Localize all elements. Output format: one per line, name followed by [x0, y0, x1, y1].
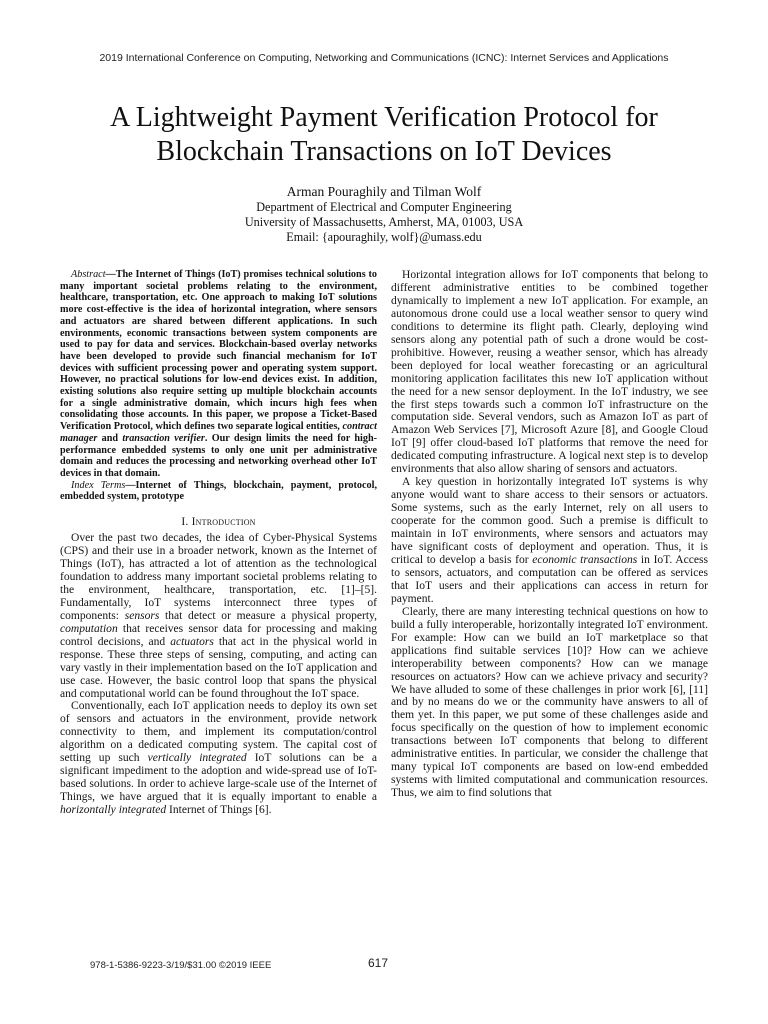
term-computation: computation — [60, 622, 118, 635]
author-names: Arman Pouraghily and Tilman Wolf — [286, 184, 482, 199]
intro-p1-text-b: that detect or measure a physical property, — [159, 609, 377, 622]
section-heading-introduction — [60, 515, 377, 528]
abstract-and: and — [97, 432, 123, 444]
author-block — [60, 183, 708, 246]
left-column — [60, 269, 377, 817]
intro-p2-text-b: IoT solutions can be a significant impediment to the adoption and wide-spread use of IoT-based solutions. In order to achieve large-scale use of the Internet of Things, we have argued that it is equally important to enable a — [60, 752, 377, 804]
author-department: Department of Electrical and Computer Engineering — [256, 200, 512, 214]
author-email: Email: {apouraghily, wolf}@umass.edu — [286, 230, 482, 245]
section-number: I. — [181, 515, 192, 529]
intro-paragraph-5: Clearly, there are many interesting technical questions on how to build a fully interoperable, horizontally integrated IoT environment. For example: How can we build an IoT marketplace so that applications find suitable services [10]? How can we achieve interoperability between components? How can we manage resources on actuators? How can we achieve privacy and security? We have alluded to some of these challenges in prior work [6], [11] and by no means do we or the community have answers to all of them yet. In this paper, we put some of these challenges aside and focus specifically on the question of how to implement economic transactions between IoT components that belong to different administrative entities. In particular, we consider the challenge that many typical IoT components are based on low-end embedded systems with limited computational and communication resources. Thus, we aim to find solutions that — [391, 605, 708, 800]
term-sensors: sensors — [124, 609, 160, 622]
title-line-1: A Lightweight Payment Verification Protocol for — [110, 102, 658, 133]
intro-p1-text-c: that receives sensor data for processing and making control decisions, and — [60, 622, 377, 648]
intro-p1-text-a: Over the past two decades, the idea of Cyber-Physical Systems (CPS) and their use in a broader network, known as the Internet of Things (IoT), has attracted a lot of attention as the technological foundation to address many important societal problems relating to the environment, healthcare, transportation, etc. [1]–[5]. Fundamentally, IoT systems interconnect three types of components: — [60, 532, 377, 622]
abstract-text-1: —The Internet of Things (IoT) promises technical solutions to many important societal problems relating to the environment, healthcare, transportation, etc. One approach to making IoT solutions more cost-effective is the idea of horizontal integration, where sensors and actuators are shared between different applications. In such environments, economic transactions between system components are used to pay for data and services. Blockchain-based overlay networks have been developed to provide such financial mechanism for IoT devices with sufficient processing power and operating system support. However, no practical solutions for low-end devices exist. In addition, existing solutions also require setting up multiple blockchain accounts for a single administrative domain, which incurs high fees when consolidating those accounts. In this paper, we propose a Ticket-Based Verification Protocol, which defines two separate logical entities, — [60, 269, 377, 433]
intro-paragraph-3: Horizontal integration allows for IoT components that belong to different administrative entities to be combined together dynamically to implement a new IoT application. For example, an autonomous drone could use a local weather sensor to query wind conditions to determine its flight path. Clearly, deploying wind sensors along any potential path of such a drone would be cost-prohibitive. However, reusing a weather sensor, which has already been deployed for local weather forecasting or an agricultural monitoring application facilitates this new IoT application without the need for a new sensor deployment. In the IoT industry, we see the first steps towards such a common IoT infrastructure on the computation side. Several vendors, such as Amazon IoT as part of Amazon Web Services [7], Microsoft Azure [8], and Google Cloud IoT [9] offer cloud-based IoT platforms that remove the need for dedicated computing infrastructure. A logical next step is to develop environments that also allow sharing of sensors and actuators. — [391, 269, 708, 476]
paper-title — [40, 101, 728, 169]
page-number: 617 — [368, 956, 389, 970]
intro-paragraph-4 — [391, 476, 708, 606]
index-terms-lead: Index Terms — [71, 479, 126, 491]
abstract-transaction-verifier: transaction verifier — [122, 432, 205, 444]
intro-paragraph-2 — [60, 700, 377, 817]
footer-isbn: 978-1-5386-9223-3/19/$31.00 ©2019 IEEE — [90, 960, 272, 971]
abstract-contract-manager: contract manager — [60, 421, 377, 444]
author-university: University of Massachusetts, Amherst, MA, 01003, USA — [244, 215, 524, 230]
section-name: Introduction — [191, 515, 256, 529]
term-economic-transactions: economic transactions — [532, 553, 638, 566]
intro-paragraph-1 — [60, 532, 377, 700]
intro-p2-text-c: Internet of Things [6]. — [166, 804, 272, 817]
intro-p4-text-a: A key question in horizontally integrated IoT systems is why anyone would want to share access to their sensors or actuators. Some systems, such as the early Internet, rely on all users to cooperate for the common good. Such a premise is difficult to maintain in IoT environments, where sensors and actuators may have significant costs of deployment and operation. Thus, it is critical to develop a basis for — [391, 476, 708, 566]
abstract — [60, 269, 377, 480]
term-actuators: actuators — [170, 635, 214, 648]
abstract-lead: Abstract — [71, 269, 106, 280]
intro-p4-text-b: in IoT. Access to sensors, actuators, and computation can be offered as services that IoT users and their applications can access in return for payment. — [391, 553, 708, 605]
right-column — [391, 269, 708, 800]
abstract-text-2: . Our design limits the need for high-performance embedded systems to only one unit per administrative domain and reduces the processing and networking overhead other IoT devices in that domain. — [60, 432, 377, 479]
term-horizontally-integrated: horizontally integrated — [60, 804, 167, 817]
index-terms-text: —Internet of Things, blockchain, payment, protocol, embedded system, prototype — [60, 479, 377, 503]
conference-header: 2019 International Conference on Computing, Networking and Communications (ICNC): Internet Services and Applications — [99, 52, 669, 64]
intro-p1-text-d: that act in the physical world in response. These three steps of sensing, computing, and acting can vary vastly in their implementation based on the IoT application and use case. However, the basic control loop that spans the physical and computational world can be found throughout the IoT space. — [60, 635, 377, 700]
index-terms — [60, 480, 377, 503]
term-vertically-integrated: vertically integrated — [147, 752, 247, 765]
intro-p2-text-a: Conventionally, each IoT application needs to deploy its own set of sensors and actuators in the environment, provide network connectivity to them, and implement its computation/control algorithm on a dedicated computing system. The capital cost of setting up such — [60, 700, 377, 765]
title-line-2: Blockchain Transactions on IoT Devices — [156, 136, 612, 167]
